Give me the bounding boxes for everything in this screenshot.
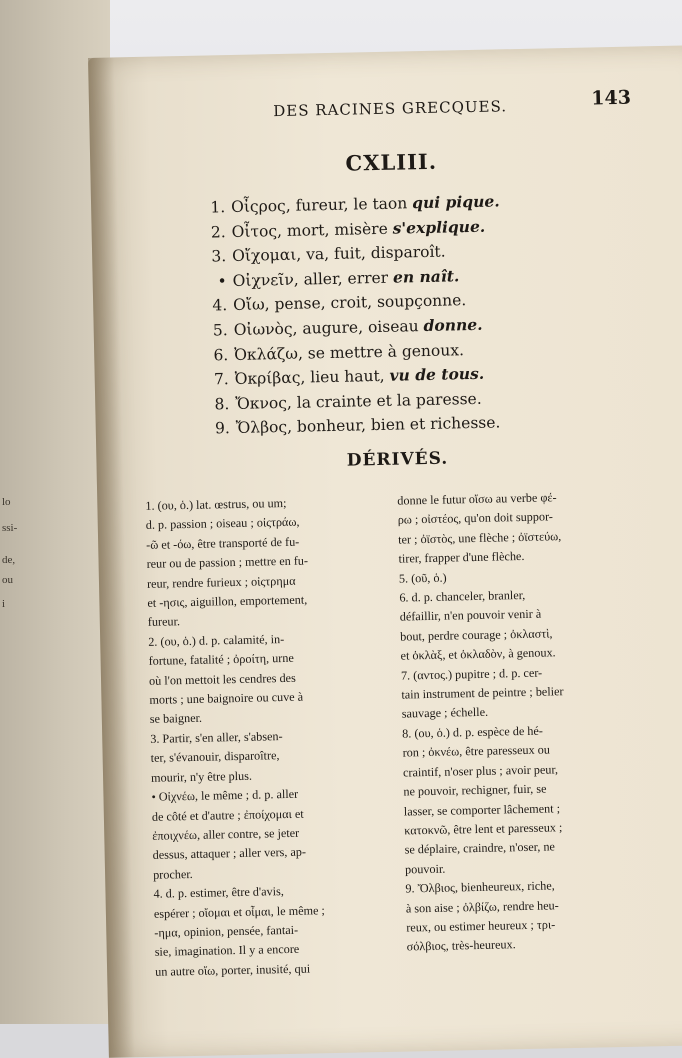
- root-number: •: [202, 269, 227, 294]
- text-line: 8. (ου, ὁ.) d. p. espèce de hé-: [402, 719, 652, 744]
- text-line: défaillir, n'en pouvoir venir à: [400, 603, 650, 628]
- text-line: mourir, n'y être plus.: [151, 764, 391, 788]
- text-line: σόλβιος, très-heureux.: [406, 933, 656, 958]
- root-text: Οἴχομαι, va, fuit, disparoît.: [232, 243, 446, 265]
- text-line: morts ; une baignoire ou cuve à: [149, 686, 389, 710]
- root-number: 5.: [203, 318, 228, 343]
- root-text: Ὄκνος, la crainte et la paresse.: [235, 390, 482, 413]
- text-line: où l'on mettoit les cendres des: [149, 666, 389, 690]
- text-line: sie, imagination. Il y a encore: [155, 938, 395, 962]
- text-line: et ὀκλὰξ, et ὀκλαδὸν, à genoux.: [400, 642, 650, 667]
- left-text-column: [145, 492, 395, 982]
- page-number: 143: [591, 87, 631, 110]
- section-heading: CXLIII.: [90, 143, 682, 181]
- text-line: ρω ; οἰστέος, qu'on doit suppor-: [398, 506, 648, 531]
- root-text: Οἰωνὸς, augure, oiseau: [234, 317, 424, 339]
- text-line: lasser, se comporter lâchement ;: [404, 797, 654, 822]
- left-page-fragment: lo: [2, 496, 11, 508]
- root-text: Ὄλβος, bonheur, bien et richesse.: [236, 414, 501, 438]
- text-line: pouvoir.: [405, 855, 655, 880]
- right-text-column: [397, 486, 657, 957]
- root-text: Ὀκλάζω, se mettre à genoux.: [234, 341, 464, 364]
- text-line: ter ; ὀϊστὸς, une flèche ; ὀϊστεύω,: [398, 525, 648, 550]
- text-line: tain instrument de peintre ; belier: [401, 680, 651, 705]
- text-line: κατοκνῶ, être lent et paresseux ;: [404, 816, 654, 841]
- root-number: 6.: [204, 343, 229, 368]
- text-line: espérer ; οἴομαι et οἶμαι, le même ;: [154, 899, 394, 923]
- text-line: reur ou de passion ; mettre en fu-: [146, 550, 386, 574]
- text-line: reux, ou estimer heureux ; τρι-: [406, 913, 656, 938]
- text-line: ter, s'évanouir, disparoître,: [150, 744, 390, 768]
- text-line: craintif, n'oser plus ; avoir peur,: [403, 758, 653, 783]
- derives-heading: DÉRIVÉS.: [96, 443, 682, 476]
- text-line: -ῶ et -όω, être transporté de fu-: [146, 531, 386, 555]
- root-number: 7.: [205, 367, 230, 392]
- text-line: ne pouvoir, rechigner, fuir, se: [403, 777, 653, 802]
- text-line: d. p. passion ; oiseau ; οἰςτράω,: [146, 511, 386, 535]
- text-line: à son aise ; ὀλβίζω, rendre heu-: [406, 894, 656, 919]
- root-number: 2.: [201, 220, 226, 245]
- text-line: 7. (αντος.) pupitre ; d. p. cer-: [401, 661, 651, 686]
- left-page-fragment: ssi-: [2, 522, 17, 534]
- text-line: fortune, fatalité ; ὀροίτη, urne: [148, 647, 388, 671]
- text-line: reur, rendre furieux ; οἰςτρημα: [147, 569, 387, 593]
- text-line: et -ησις, aiguillon, emportement,: [147, 589, 387, 613]
- text-line: • Οἰχνέω, le même ; d. p. aller: [151, 783, 391, 807]
- running-head: DES RACINES GRECQUES.: [89, 93, 682, 124]
- root-number: 8.: [205, 392, 230, 417]
- text-line: 6. d. p. chanceler, branler,: [399, 583, 649, 608]
- text-line: fureur.: [148, 608, 388, 632]
- root-number: 3.: [202, 244, 227, 269]
- text-line: -ημα, opinion, pensée, fantai-: [154, 919, 394, 943]
- text-line: se baigner.: [150, 705, 390, 729]
- book-page: [88, 45, 682, 1057]
- root-text: Οἶςρος, fureur, le taon: [231, 194, 412, 216]
- text-line: bout, perdre courage ; ὀκλαστὶ,: [400, 622, 650, 647]
- text-line: donne le futur οἴσω au verbe φέ-: [397, 486, 647, 511]
- text-line: ron ; ὀκνέω, être paresseux ou: [402, 739, 652, 764]
- root-text-italic: vu de tous.: [389, 364, 484, 385]
- text-line: se déplaire, craindre, n'oser, ne: [404, 836, 654, 861]
- root-text: Οἶτος, mort, misère: [231, 219, 392, 240]
- root-text: Οἰχνεῖν, aller, errer: [233, 268, 394, 289]
- text-line: tirer, frapper d'une flèche.: [398, 545, 648, 570]
- root-number: 9.: [206, 416, 231, 441]
- root-text-italic: en naît.: [393, 266, 460, 286]
- root-text-italic: s'explique.: [392, 216, 485, 237]
- text-line: procher.: [153, 861, 393, 885]
- root-text-italic: qui pique.: [412, 191, 500, 212]
- left-page-fragment: ou: [2, 574, 13, 586]
- left-page-fragment: i: [2, 598, 5, 610]
- root-number: 1.: [201, 195, 226, 220]
- text-line: dessus, attaquer ; aller vers, ap-: [153, 841, 393, 865]
- text-line: 9. Ὄλβιος, bienheureux, riche,: [405, 874, 655, 899]
- text-line: sauvage ; échelle.: [402, 700, 652, 725]
- roots-verse-list: [201, 187, 636, 442]
- root-text: Οἴω, pense, croit, soupçonne.: [233, 292, 466, 315]
- text-line: de côté et d'autre ; ἐποίχομαι et: [152, 802, 392, 826]
- text-line: 1. (ου, ὁ.) lat. œstrus, ou um;: [145, 492, 385, 516]
- text-line: ἐποιχνέω, aller contre, se jeter: [152, 822, 392, 846]
- root-text: Ὀκρίβας, lieu haut,: [235, 367, 390, 388]
- root-text-italic: donne.: [423, 315, 482, 335]
- text-line: 2. (ου, ὁ.) d. p. calamité, in-: [148, 628, 388, 652]
- text-line: 3. Partir, s'en aller, s'absen-: [150, 725, 390, 749]
- text-line: 4. d. p. estimer, être d'avis,: [153, 880, 393, 904]
- text-line: 5. (οῦ, ὁ.): [399, 564, 649, 589]
- root-number: 4.: [203, 294, 228, 319]
- left-page-fragment: de,: [2, 554, 15, 566]
- text-line: un autre οἴω, porter, inusité, qui: [155, 958, 395, 982]
